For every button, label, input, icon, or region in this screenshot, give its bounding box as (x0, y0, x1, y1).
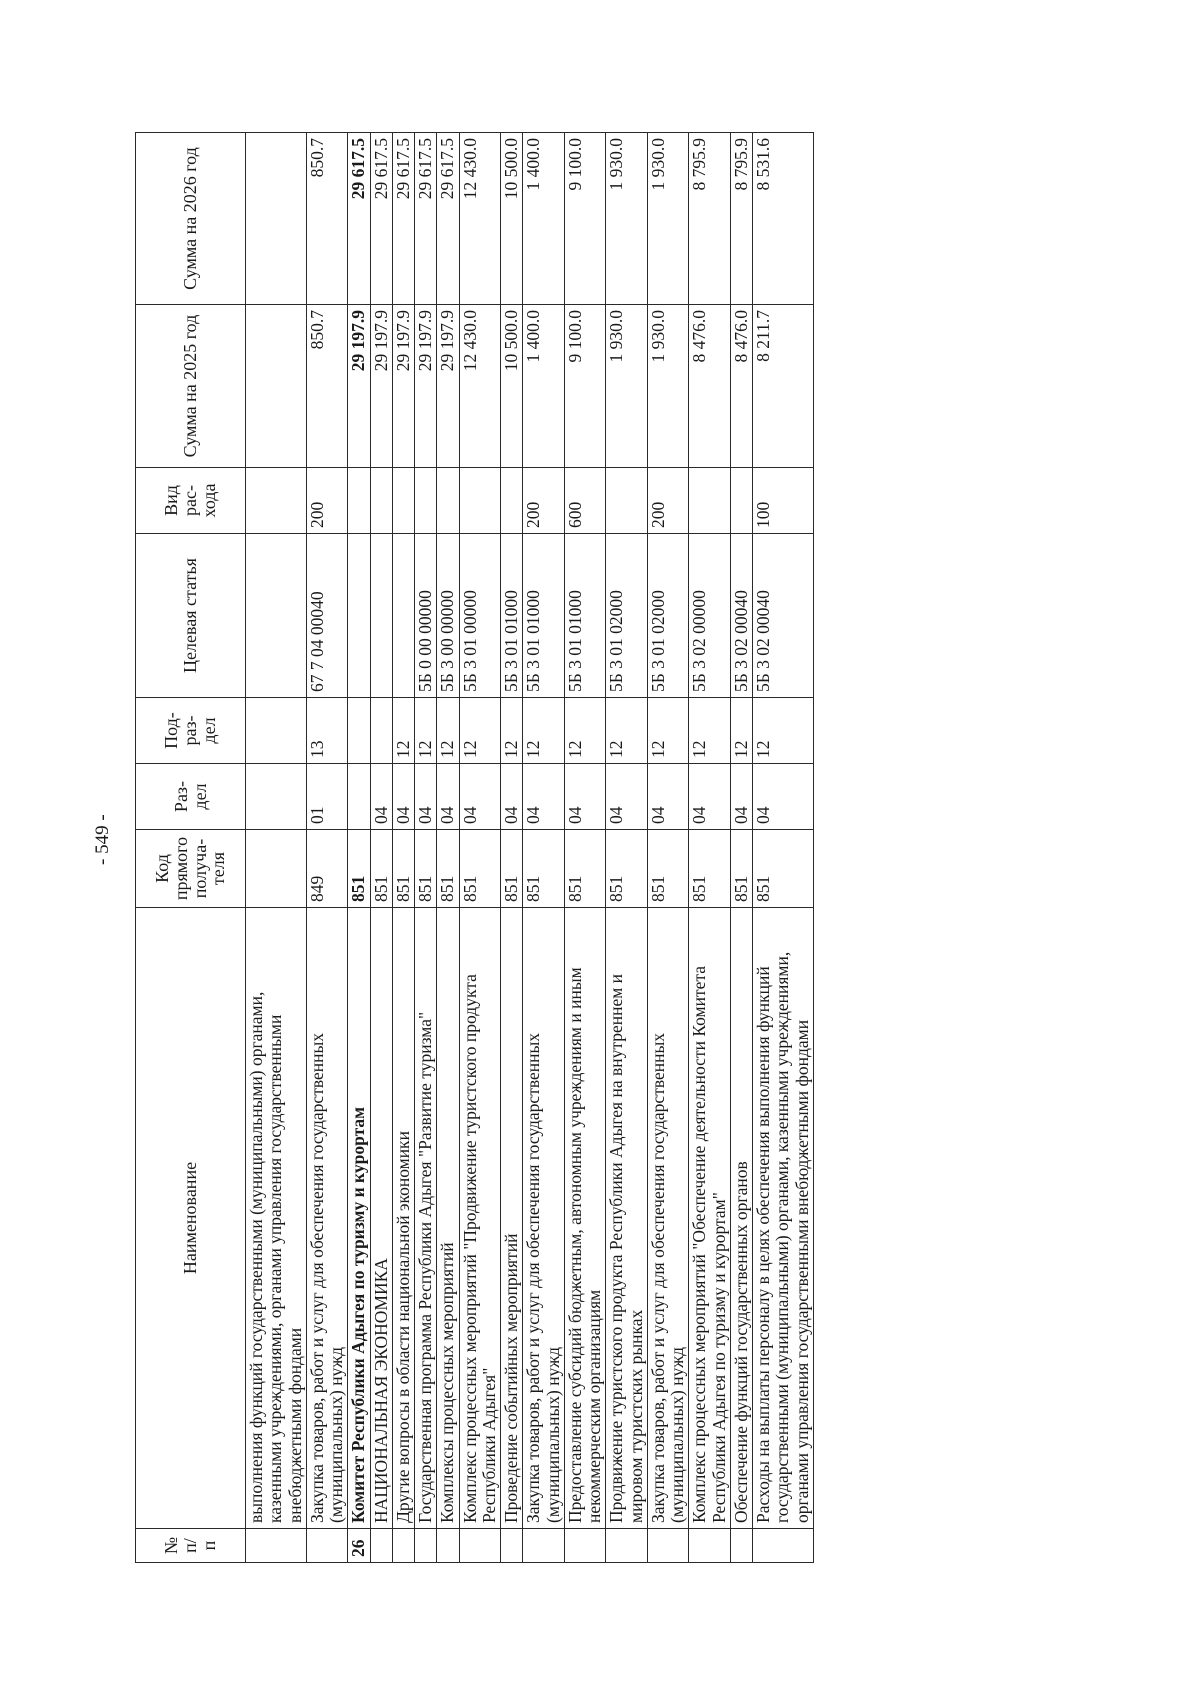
cell-sum2026: 29 617.5 (437, 133, 459, 305)
cell-name: Комплекс процессных мероприятий "Продвижение туристского продукта Республики Адыгея" (459, 908, 501, 1529)
cell-sum2025: 12 430.0 (459, 305, 501, 468)
table-row (246, 133, 307, 1563)
cell-name: Продвижение туристского продукта Республики Адыгея на внутреннем и мировом туристских рынках (606, 908, 648, 1529)
cell-num (246, 1529, 307, 1563)
cell-name: Закупка товаров, работ и услуг для обеспечения государственных (муниципальных) нужд (523, 908, 565, 1529)
cell-num (523, 1529, 565, 1563)
cell-name: Комитет Республики Адыгея по туризму и курортам (348, 908, 370, 1529)
cell-sum2026: 8 531.6 (753, 133, 814, 305)
cell-recipient: 851 (437, 830, 459, 908)
cell-name: Закупка товаров, работ и услуг для обеспечения государственных (муниципальных) нужд (647, 908, 689, 1529)
cell-num (370, 1529, 392, 1563)
cell-subsection: 12 (437, 698, 459, 764)
cell-name: выполнения функций государственными (муниципальными) органами, казенными учреждениями, органами управления государственными внебюджетными фондами (246, 908, 307, 1529)
cell-num (564, 1529, 606, 1563)
cell-sum2026: 12 430.0 (459, 133, 501, 305)
table-row (647, 133, 689, 1563)
cell-sum2026: 1 930.0 (647, 133, 689, 305)
cell-sum2026: 9 100.0 (564, 133, 606, 305)
cell-target (370, 534, 392, 698)
cell-sum2025: 29 197.9 (348, 305, 370, 468)
cell-target: 5Б 3 01 01000 (501, 534, 523, 698)
cell-num (689, 1529, 731, 1563)
header-recipient-code: Код прямого получа- теля (136, 830, 246, 908)
cell-sum2026: 10 500.0 (501, 133, 523, 305)
cell-recipient: 851 (730, 830, 752, 908)
cell-expense-type (348, 468, 370, 534)
cell-recipient (246, 830, 307, 908)
cell-expense-type (370, 468, 392, 534)
cell-sum2026 (246, 133, 307, 305)
cell-section (246, 764, 307, 830)
cell-section: 04 (392, 764, 414, 830)
cell-expense-type: 600 (564, 468, 606, 534)
cell-section (348, 764, 370, 830)
table-row (306, 133, 348, 1563)
cell-sum2026: 1 930.0 (606, 133, 648, 305)
cell-num (753, 1529, 814, 1563)
cell-subsection: 12 (689, 698, 731, 764)
cell-recipient: 851 (606, 830, 648, 908)
header-sum-2025: Сумма на 2025 год (136, 305, 246, 468)
cell-expense-type: 100 (753, 468, 814, 534)
cell-name: Обеспечение функций государственных органов (730, 908, 752, 1529)
header-name: Наименование (136, 908, 246, 1529)
table-body (246, 133, 814, 1563)
table-row (415, 133, 437, 1563)
cell-sum2026: 8 795.9 (689, 133, 731, 305)
cell-target: 5Б 3 01 02000 (606, 534, 648, 698)
budget-table (135, 132, 814, 1563)
cell-sum2026: 29 617.5 (415, 133, 437, 305)
cell-target: 67 7 04 00040 (306, 534, 348, 698)
cell-subsection: 12 (730, 698, 752, 764)
cell-recipient: 851 (459, 830, 501, 908)
table-row (523, 133, 565, 1563)
cell-subsection (370, 698, 392, 764)
cell-section: 04 (459, 764, 501, 830)
cell-section: 04 (501, 764, 523, 830)
cell-sum2025: 1 400.0 (523, 305, 565, 468)
cell-subsection: 12 (523, 698, 565, 764)
cell-recipient: 851 (392, 830, 414, 908)
cell-num (647, 1529, 689, 1563)
cell-num (392, 1529, 414, 1563)
table-row (753, 133, 814, 1563)
cell-expense-type (459, 468, 501, 534)
cell-sum2025: 850.7 (306, 305, 348, 468)
cell-recipient: 851 (415, 830, 437, 908)
header-expense-type: Вид рас- хода (136, 468, 246, 534)
cell-num (415, 1529, 437, 1563)
cell-sum2025: 29 197.9 (415, 305, 437, 468)
cell-expense-type: 200 (647, 468, 689, 534)
cell-num (501, 1529, 523, 1563)
table-row (392, 133, 414, 1563)
cell-recipient: 851 (647, 830, 689, 908)
cell-section: 04 (647, 764, 689, 830)
cell-name: Предоставление субсидий бюджетным, автономным учреждениям и иным некоммерческим организациям (564, 908, 606, 1529)
cell-section: 04 (564, 764, 606, 830)
table-row (564, 133, 606, 1563)
cell-sum2025: 10 500.0 (501, 305, 523, 468)
header-num: № п/п (136, 1529, 246, 1563)
cell-sum2026: 29 617.5 (348, 133, 370, 305)
cell-recipient: 851 (348, 830, 370, 908)
table-row (606, 133, 648, 1563)
cell-target: 5Б 3 02 00000 (689, 534, 731, 698)
cell-subsection: 12 (501, 698, 523, 764)
cell-expense-type (606, 468, 648, 534)
cell-section: 04 (753, 764, 814, 830)
table-row (730, 133, 752, 1563)
cell-num (459, 1529, 501, 1563)
cell-sum2025: 8 476.0 (689, 305, 731, 468)
cell-section: 04 (370, 764, 392, 830)
cell-sum2026: 8 795.9 (730, 133, 752, 305)
cell-name: Другие вопросы в области национальной экономики (392, 908, 414, 1529)
cell-subsection: 12 (647, 698, 689, 764)
cell-recipient: 851 (370, 830, 392, 908)
cell-subsection (348, 698, 370, 764)
cell-target (392, 534, 414, 698)
cell-target (348, 534, 370, 698)
cell-expense-type (392, 468, 414, 534)
cell-subsection: 12 (606, 698, 648, 764)
cell-sum2025: 8 476.0 (730, 305, 752, 468)
cell-subsection: 12 (392, 698, 414, 764)
cell-target: 5Б 3 01 00000 (459, 534, 501, 698)
cell-sum2025: 8 211.7 (753, 305, 814, 468)
cell-expense-type (437, 468, 459, 534)
cell-name: Закупка товаров, работ и услуг для обеспечения государственных (муниципальных) нужд (306, 908, 348, 1529)
cell-name: НАЦИОНАЛЬНАЯ ЭКОНОМИКА (370, 908, 392, 1529)
cell-name: Комплекс процессных мероприятий "Обеспечение деятельности Комитета Республики Адыгея по туризму и курортам" (689, 908, 731, 1529)
cell-section: 04 (689, 764, 731, 830)
cell-sum2026: 29 617.5 (370, 133, 392, 305)
cell-target: 5Б 3 01 02000 (647, 534, 689, 698)
cell-expense-type: 200 (523, 468, 565, 534)
cell-sum2025: 9 100.0 (564, 305, 606, 468)
cell-target (246, 534, 307, 698)
table-row (437, 133, 459, 1563)
cell-recipient: 849 (306, 830, 348, 908)
cell-sum2025: 29 197.9 (370, 305, 392, 468)
cell-expense-type: 200 (306, 468, 348, 534)
cell-section: 04 (523, 764, 565, 830)
cell-num (606, 1529, 648, 1563)
cell-sum2026: 1 400.0 (523, 133, 565, 305)
header-target-article: Целевая статья (136, 534, 246, 698)
cell-target: 5Б 3 02 00040 (753, 534, 814, 698)
page-number: - 549 - (92, 814, 113, 865)
cell-target: 5Б 3 00 00000 (437, 534, 459, 698)
cell-recipient: 851 (564, 830, 606, 908)
cell-expense-type (246, 468, 307, 534)
cell-sum2025: 1 930.0 (606, 305, 648, 468)
cell-sum2025: 1 930.0 (647, 305, 689, 468)
cell-expense-type (415, 468, 437, 534)
table-row (459, 133, 501, 1563)
cell-subsection: 13 (306, 698, 348, 764)
cell-target: 5Б 3 02 00040 (730, 534, 752, 698)
cell-name: Комплексы процессных мероприятий (437, 908, 459, 1529)
cell-section: 04 (606, 764, 648, 830)
cell-section: 04 (415, 764, 437, 830)
cell-num: 26 (348, 1529, 370, 1563)
header-section: Раз- дел (136, 764, 246, 830)
cell-sum2025 (246, 305, 307, 468)
cell-num (730, 1529, 752, 1563)
header-sum-2026: Сумма на 2026 год (136, 133, 246, 305)
cell-expense-type (501, 468, 523, 534)
cell-section: 04 (730, 764, 752, 830)
table-row (370, 133, 392, 1563)
table-row (348, 133, 370, 1563)
cell-subsection: 12 (564, 698, 606, 764)
cell-expense-type (730, 468, 752, 534)
cell-subsection: 12 (753, 698, 814, 764)
cell-target: 5Б 3 01 01000 (564, 534, 606, 698)
cell-name: Проведение событийных мероприятий (501, 908, 523, 1529)
cell-name: Государственная программа Республики Адыгея "Развитие туризма" (415, 908, 437, 1529)
cell-name: Расходы на выплаты персоналу в целях обеспечения выполнения функций государственными (муниципальными) органами, казенными учреждениями, органами управления государственными внебюджетными фондами (753, 908, 814, 1529)
cell-target: 5Б 3 01 01000 (523, 534, 565, 698)
cell-sum2025: 29 197.9 (437, 305, 459, 468)
cell-subsection (246, 698, 307, 764)
cell-section: 04 (437, 764, 459, 830)
cell-sum2025: 29 197.9 (392, 305, 414, 468)
cell-recipient: 851 (753, 830, 814, 908)
cell-subsection: 12 (415, 698, 437, 764)
header-subsection: Под- раз- дел (136, 698, 246, 764)
table-header-row (136, 133, 246, 1563)
cell-num (306, 1529, 348, 1563)
table-row (501, 133, 523, 1563)
cell-recipient: 851 (523, 830, 565, 908)
rotated-page (135, 133, 1040, 1563)
cell-sum2026: 850.7 (306, 133, 348, 305)
cell-subsection: 12 (459, 698, 501, 764)
table-row (689, 133, 731, 1563)
cell-sum2026: 29 617.5 (392, 133, 414, 305)
cell-recipient: 851 (501, 830, 523, 908)
cell-recipient: 851 (689, 830, 731, 908)
cell-target: 5Б 0 00 00000 (415, 534, 437, 698)
cell-expense-type (689, 468, 731, 534)
cell-num (437, 1529, 459, 1563)
cell-section: 01 (306, 764, 348, 830)
